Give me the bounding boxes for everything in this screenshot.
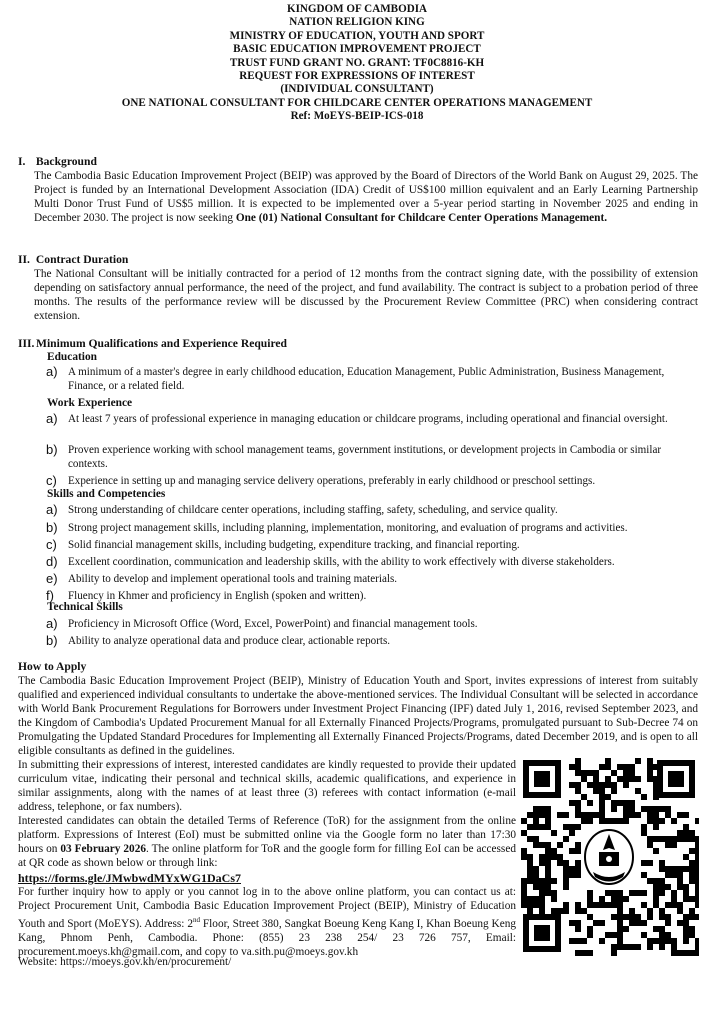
list-item-text: Ability to develop and implement operational tools and training materials.	[68, 573, 398, 585]
background-text-bold: One (01) National Consultant for Childcare Center Operations Management.	[235, 212, 608, 224]
list-item-label: d)	[46, 554, 58, 569]
list-item-text: A minimum of a master's degree in early childhood education, Education Management, Public Administration, Business Management, Finance, or a related field.	[68, 366, 665, 392]
section-contract-title	[18, 253, 128, 267]
document-header	[0, 3, 714, 124]
list-item-text: Experience in setting up and managing service delivery operations, preferably in early childhood or preschool settings.	[68, 475, 596, 487]
moeys-emblem-icon	[581, 826, 637, 888]
contract-paragraph: The National Consultant will be initially contracted for a period of 12 months from the contract signing date, with the possibility of extension depending on satisfactory annual performance, the need of the project, and fund availability. The contract is subject to a probation period of three months. The results of the performance review will be discussed by the Procurement Review Committee (PRC) when considering contract extension.	[34, 268, 698, 322]
header-line: ONE NATIONAL CONSULTANT FOR CHILDCARE CENTER OPERATIONS MANAGEMENT	[121, 96, 593, 109]
list-item	[46, 618, 696, 632]
header-line: (INDIVIDUAL CONSULTANT)	[280, 83, 434, 96]
apply-text: Interested candidates can obtain the detailed Terms of Reference (ToR) for the assignment from the online platform. Expressions of Interest (EoI) must be submitted online via the Google form no later than 17:30 hours on	[18, 815, 516, 855]
list-item-label: a)	[46, 411, 58, 426]
apply-paragraph-3	[18, 814, 516, 870]
list-item-label: a)	[46, 502, 58, 517]
list-item	[46, 573, 696, 587]
section-title-text: Background	[35, 155, 97, 168]
work-experience-subtitle: Work Experience	[47, 397, 133, 409]
qr-code-graphic	[519, 756, 699, 956]
list-item-label: c)	[46, 473, 57, 488]
list-item	[46, 366, 696, 393]
header-line: NATION RELIGION KING	[289, 16, 425, 29]
list-item	[46, 522, 696, 536]
header-line: MINISTRY OF EDUCATION, YOUTH AND SPORT	[229, 29, 485, 42]
list-item-text: Proficiency in Microsoft Office (Word, Excel, PowerPoint) and financial management tools.	[68, 618, 478, 630]
technical-skills-subtitle: Technical Skills	[47, 601, 123, 613]
list-item-text: Solid financial management skills, including budgeting, expenditure tracking, and financial reporting.	[68, 539, 520, 551]
list-item-text: Fluency in Khmer and proficiency in English (spoken and written).	[68, 590, 367, 602]
background-text: The Cambodia Basic Education Improvement Project (BEIP) was approved by the Board of Directors of the World Bank on August 29, 2025. The Project is funded by an International Development Association (IDA) Credit of US$100 million equivalent and an Early Learning Partnership Multi Donor Trust Fund of US$5 million. It is expected to be implemented over a 5-year period starting in November 2025 and ending in December 2030. The project is now seeking	[34, 170, 698, 224]
section-background-title	[18, 155, 97, 169]
list-item-label: b)	[46, 520, 58, 535]
list-item-text: Proven experience working with school management teams, government institutions, or development projects in Cambodia or similar contexts.	[68, 444, 662, 470]
ordinal-suffix: nd	[192, 916, 200, 924]
apply-paragraph-2: In submitting their expressions of interest, interested candidates are kindly requested to provide their updated curriculum vitae, indicating their personal and technical skills, academic qualifications, and experience in similar assignments, along with the names of at least three (3) referees with contact information (e-mail address, telephone, or fax numbers).	[18, 759, 516, 813]
list-item-label: a)	[46, 616, 58, 631]
apply-paragraph-1: The Cambodia Basic Education Improvement Project (BEIP), Ministry of Education Youth and Sport, invites expressions of interest from suitably qualified and experienced individual consultants to undertake the above-mentioned services. The Individual Consultant will be selected in accordance with World Bank Procurement Regulations for Borrowers under Investment Project Financing (IPF) dated July 1, 2016, revised September 2023, and the Kingdom of Cambodia's Updated Procurement Manual for all Externally Financed Projects/Programs, promulgated pursuant to Sub-Decree 74 on Promulgating the Updated Standard Procedures for Implementing all Externally Financed Projects/Programs, dated December 2019, and is open to all eligible consultants as defined in the guidelines.	[18, 675, 698, 757]
apply-link-line	[18, 871, 516, 885]
list-item-label: a)	[46, 364, 58, 379]
list-item	[46, 444, 696, 471]
list-item	[46, 635, 696, 649]
list-item	[46, 475, 696, 489]
apply-paragraph-4	[18, 885, 516, 959]
apply-text: . The online platform for ToR and the google form for filling EoI can be accessed at QR code as shown below or through link:	[18, 843, 516, 869]
deadline-date: 03 February 2026	[60, 843, 147, 855]
section-title-text: Minimum Qualifications and Experience Required	[36, 337, 287, 350]
how-to-apply-title: How to Apply	[18, 660, 87, 673]
website-line: Website: https://moeys.gov.kh/en/procurement/	[18, 956, 232, 968]
list-item	[46, 504, 696, 518]
list-item	[46, 556, 696, 570]
list-item-text: Strong project management skills, including planning, implementation, monitoring, and evaluation of programs and activities.	[68, 522, 628, 534]
list-item-text: Excellent coordination, communication and leadership skills, with the ability to work effectively with diverse stakeholders.	[68, 556, 615, 568]
list-item-label: b)	[46, 633, 58, 648]
list-item-text: At least 7 years of professional experience in managing education or childcare programs, including operational and financial oversight.	[68, 413, 668, 425]
list-item-label: f)	[46, 588, 54, 603]
skills-subtitle: Skills and Competencies	[47, 488, 166, 500]
section-qualifications-title	[18, 337, 287, 351]
header-line: REQUEST FOR EXPRESSIONS OF INTEREST	[239, 70, 475, 83]
section-number: II.	[18, 253, 30, 266]
list-item	[46, 539, 696, 553]
contact-text: Floor, Street 380, Sangkat Boeung Keng Kang I, Khan Boeung Keng Kang, Phnom Penh, Cambodia. Phone: (855) 23 238 254/ 23 726 757, Email: procurement.moeys.kh@gmail.com, and copy to va.sith.pu@moeys.gov.kh	[18, 917, 517, 958]
list-item	[46, 413, 696, 427]
list-item-label: c)	[46, 537, 57, 552]
education-subtitle: Education	[47, 351, 98, 363]
section-number: III.	[18, 337, 35, 350]
google-form-link[interactable]: https://forms.gle/JMwbwdMYxWG1DaCs7	[18, 871, 241, 885]
list-item-text: Ability to analyze operational data and produce clear, actionable reports.	[68, 635, 391, 647]
list-item	[46, 590, 696, 604]
header-line: KINGDOM OF CAMBODIA	[286, 3, 428, 15]
section-title-text: Contract Duration	[35, 253, 129, 266]
header-line: TRUST FUND GRANT NO. GRANT: TF0C8816-KH	[229, 56, 485, 69]
list-item-label: e)	[46, 571, 58, 586]
header-line: BASIC EDUCATION IMPROVEMENT PROJECT	[233, 43, 481, 56]
section-number: I.	[18, 155, 26, 168]
list-item-label: b)	[46, 442, 58, 457]
contact-text: For further inquiry how to apply or you cannot log in to the above online platform, you can contact us at: Project Procurement Unit, Cambodia Basic Education Improvement Project (BEIP), Ministry of Education Youth and Sport (MoEYS). Address: 2	[18, 886, 516, 930]
qr-code-icon[interactable]	[519, 756, 699, 956]
list-item-text: Strong understanding of childcare center operations, including staffing, safety, scheduling, and service quality.	[68, 504, 558, 516]
background-paragraph	[34, 169, 698, 225]
header-reference: Ref: MoEYS-BEIP-ICS-018	[290, 110, 424, 123]
